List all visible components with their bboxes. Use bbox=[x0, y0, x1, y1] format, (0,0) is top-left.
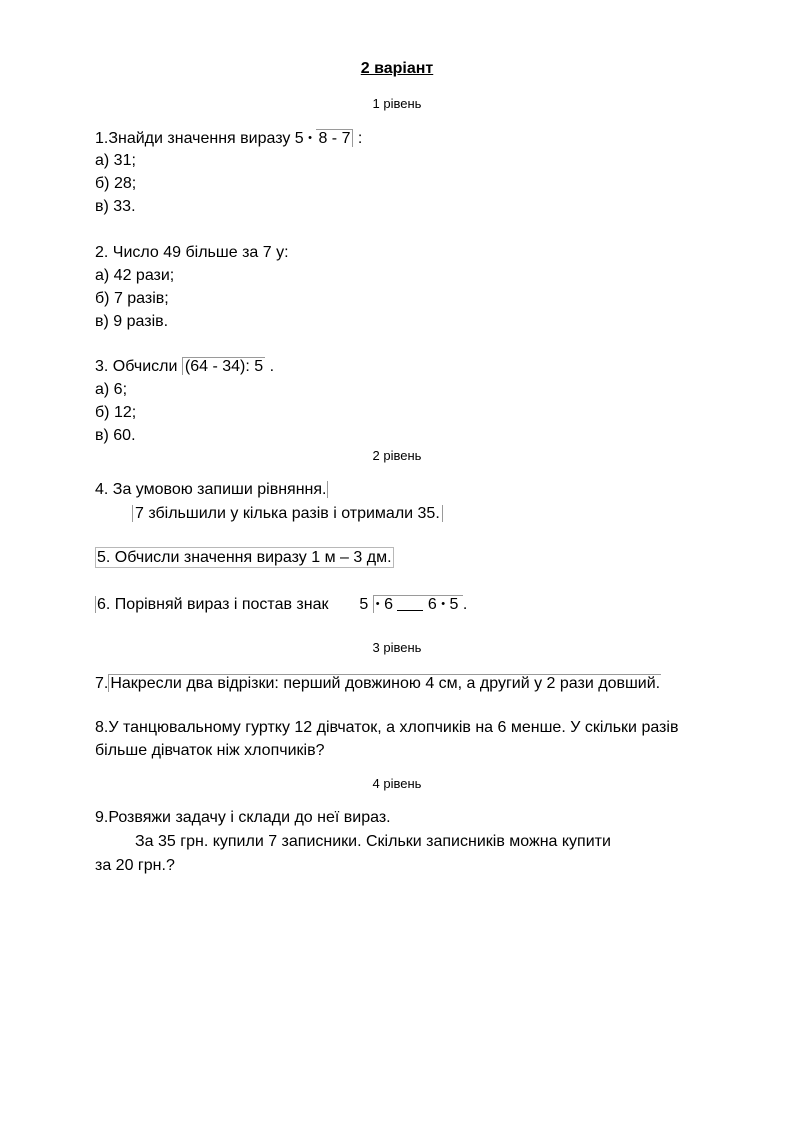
compare-sign-blank[interactable] bbox=[397, 596, 423, 611]
question-1-suffix: : bbox=[357, 130, 363, 147]
question-1-prefix: 1.Знайди значення виразу 5 bbox=[95, 130, 304, 147]
question-1-option-c: в) 33. bbox=[95, 198, 136, 215]
multiply-dot-icon: • bbox=[375, 598, 380, 610]
question-6 bbox=[95, 594, 467, 615]
question-3-option-b: б) 12; bbox=[95, 404, 137, 421]
question-8-line-1: 8.У танцювальному гуртку 12 дівчаток, а хлопчиків на 6 менше. У скільки разів bbox=[95, 719, 679, 736]
question-6-left-b: 6 bbox=[384, 596, 393, 613]
page-title: 2 варіант bbox=[360, 60, 434, 77]
question-9-line-2: за 20 грн.? bbox=[95, 857, 175, 874]
question-1 bbox=[95, 128, 362, 149]
question-6-right-a: 6 bbox=[427, 596, 437, 613]
question-9-line-1: За 35 грн. купили 7 записники. Скільки записників можна купити bbox=[135, 833, 611, 850]
level-2-heading: 2 рівень bbox=[372, 448, 422, 463]
question-6-text: 6. Порівняй вираз і постав знак bbox=[97, 596, 329, 613]
question-7-number: 7. bbox=[95, 675, 109, 692]
level-1-heading: 1 рівень bbox=[372, 96, 422, 111]
question-3-expression: (64 - 34): 5 bbox=[182, 357, 265, 375]
question-8-line-2: більше дівчаток ніж хлопчиків? bbox=[95, 742, 325, 759]
question-4-condition bbox=[132, 504, 443, 524]
question-7-text: Накресли два відрізки: перший довжиною 4 см, а другий у 2 рази довший. bbox=[110, 675, 661, 692]
question-6-right-b: 5 bbox=[449, 596, 459, 613]
question-3 bbox=[95, 357, 274, 377]
question-2-option-a: а) 42 рази; bbox=[95, 267, 175, 284]
question-1-option-b: б) 28; bbox=[95, 175, 137, 192]
question-3-option-a: а) 6; bbox=[95, 381, 128, 398]
question-2: 2. Число 49 більше за 7 у: bbox=[95, 244, 289, 261]
question-4-condition-text: 7 збільшили у кілька разів і отримали 35. bbox=[132, 505, 443, 522]
question-4 bbox=[95, 480, 328, 500]
question-3-option-c: в) 60. bbox=[95, 427, 136, 444]
question-1-expression: 8 - 7 bbox=[316, 129, 353, 147]
question-1-option-a: а) 31; bbox=[95, 152, 136, 169]
level-4-heading: 4 рівень bbox=[372, 776, 422, 791]
question-6-end: . bbox=[462, 596, 468, 613]
question-5-text: 5. Обчисли значення виразу 1 м – 3 дм. bbox=[97, 549, 392, 566]
question-6-left-a: 5 bbox=[359, 596, 369, 613]
multiply-dot-icon: • bbox=[441, 598, 446, 610]
question-5 bbox=[95, 548, 394, 568]
question-2-option-b: б) 7 разів; bbox=[95, 290, 169, 307]
question-4-text: 4. За умовою запиши рівняння. bbox=[95, 481, 327, 498]
level-3-heading: 3 рівень bbox=[372, 640, 422, 655]
question-7 bbox=[95, 674, 661, 694]
question-2-option-c: в) 9 разів. bbox=[95, 313, 169, 330]
multiply-dot-icon: • bbox=[308, 132, 312, 144]
question-9: 9.Розвяжи задачу і склади до неї вираз. bbox=[95, 809, 391, 826]
question-3-prefix: 3. Обчисли bbox=[95, 358, 178, 375]
question-3-suffix: . bbox=[269, 358, 275, 375]
